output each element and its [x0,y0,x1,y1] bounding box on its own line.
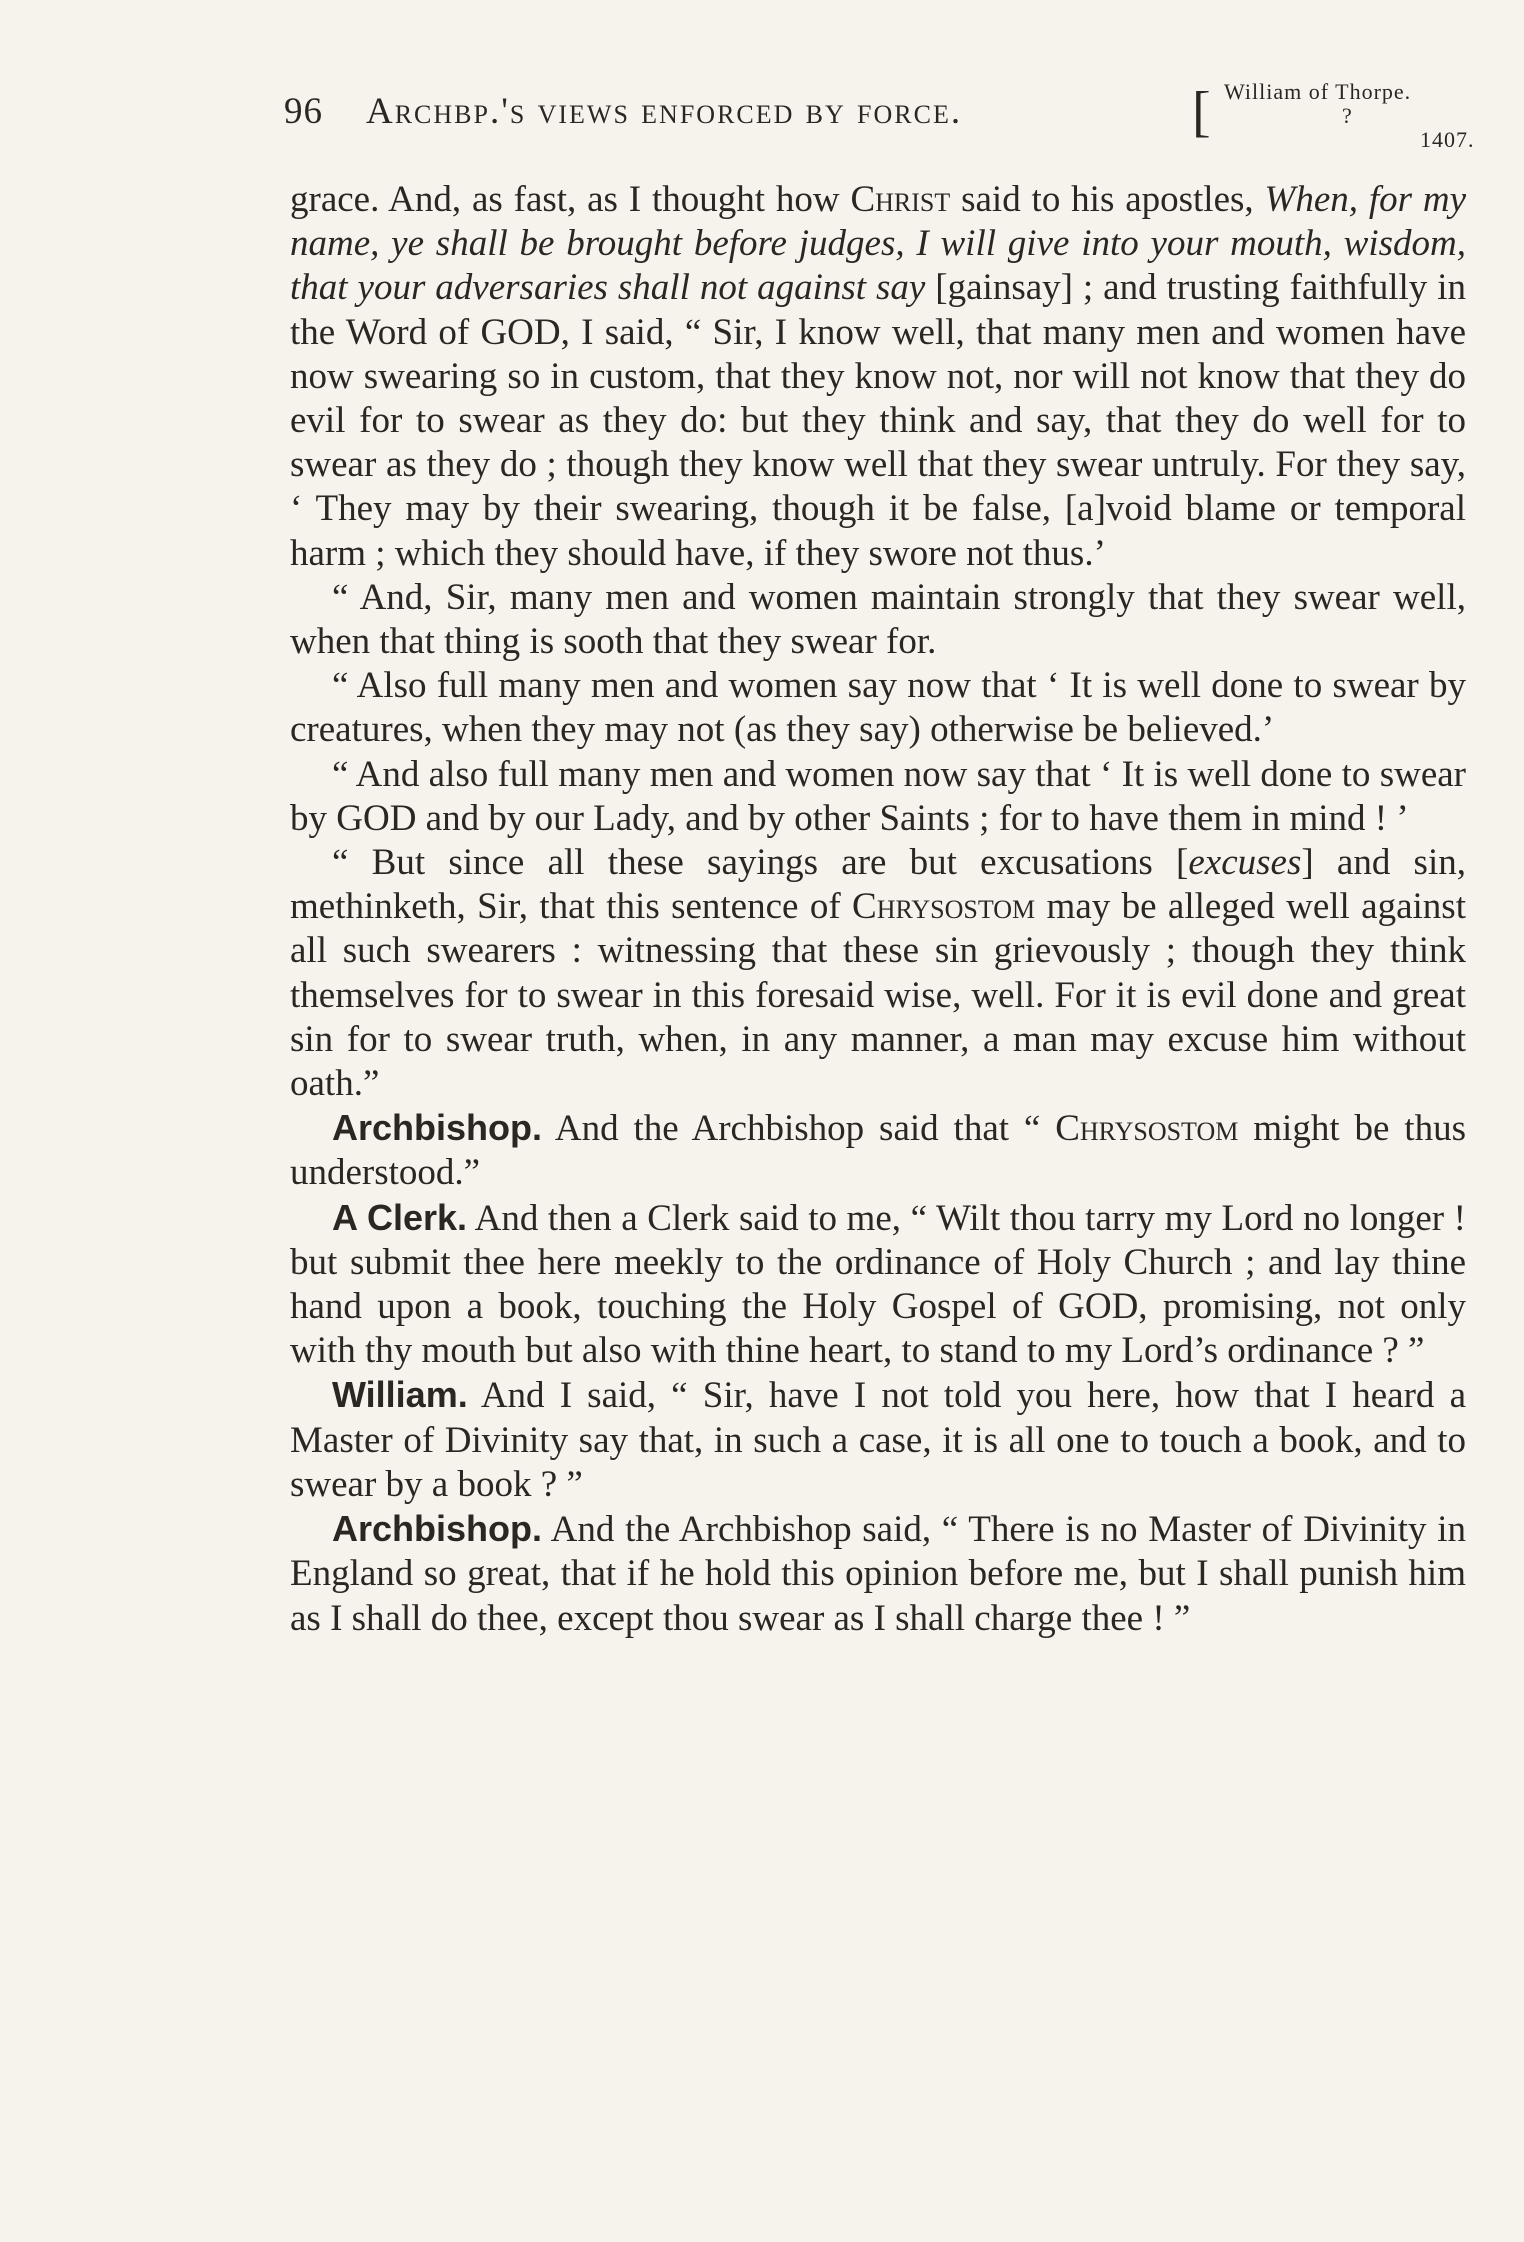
italic-text: excuses [1188,842,1302,884]
paragraph [290,576,1466,664]
text-run: And then a Clerk said to me, “ Wilt thou tarry my Lord no longer ! but submit thee here meekly to the ordinance of Holy Church ; and lay thine hand upon a book, touching the Holy Gospel of GOD, promising, not only with thy mouth but also with thine heart, to stand to my Lord’s ordinance ? ” [290,1197,1467,1372]
sidenote-line-2 [1224,104,1474,152]
text-run: might be thus understood.” [290,1108,1466,1194]
paragraph [290,664,1466,752]
text-run: [gainsay] ; and trusting faithfully in the Word of GOD, I said, “ Sir, I know well, that many men and women have now swearing so in custom, that they know not, nor will not know that they do evil for to swear as they do: but they think and say, that they do well for to swear as they do ; though they know well that they swear untruly. For they say, ‘ They may by their swearing, though it be false, [a]void blame or temporal harm ; which they should have, if they swore not thus.’ [290,267,1466,574]
sidenote-name: William of Thorpe. [1224,79,1412,104]
running-title: Archbp.'s views enforced by force. [366,91,963,132]
page-number: 96 [284,91,323,132]
text-run: And I said, “ Sir, have I not told you here, how that I heard a Master of Divinity say that, in such a case, it is all one to touch a book, and to swear by a book ? ” [290,1375,1466,1505]
text-run: said to his apostles, [950,179,1265,220]
speaker-label: William. [332,1374,468,1416]
sidenote-year: 1407. [1420,127,1475,152]
header-sidenote [1224,80,1474,152]
paragraph [290,178,1466,576]
page-header [284,78,1475,152]
sidenote-bracket: [ [1192,81,1212,143]
text-run: “ And also full many men and women now say that ‘ It is well done to swear by GOD and by our Lady, and by other Saints ; for to have them in mind ! ’ [290,753,1466,839]
text-run: “ Also full many men and women say now that ‘ It is well done to swear by creatures, when they may not (as they say) otherwise be believed.’ [290,665,1466,751]
speaker-paragraph [290,1106,1466,1195]
speaker-paragraph [290,1507,1466,1641]
paragraph [290,753,1466,841]
text-run: grace. And, as fast, as I thought how [290,179,851,220]
text-run: “ And, Sir, many men and women maintain strongly that they swear well, when that thing is sooth that they swear for. [290,576,1466,663]
text-run: And the Archbishop said, “ There is no Master of Divinity in England so great, that if he hold this opinion before me, but I shall punish him as I shall do thee, except thou swear as I shall charge thee ! ” [290,1509,1466,1639]
speaker-label: Archbishop. [332,1508,543,1550]
speaker-label: Archbishop. [332,1107,543,1149]
speaker-paragraph [290,1373,1466,1507]
paragraph [290,841,1466,1106]
small-caps-name: Chrysostom [1055,1108,1239,1150]
speaker-label: A Clerk. [332,1196,468,1238]
sidenote-mark: ? [1342,103,1353,128]
text-run: “ But since all these sayings are but excusations [ [332,842,1189,884]
small-caps-name: Chrysostom [852,886,1036,928]
italic-text: When, for my name, ye shall be brought before judges, I will give into your mouth, wisdom, that your adversaries shall not against say [290,179,1467,309]
text-run: ] and sin, methinketh, Sir, that this sentence of [290,842,1466,928]
text-run: may be alleged well against all such swearers : witnessing that these sin grievously ; though they think themselves for to swear in this foresaid wise, well. For it is evil done and great sin for to swear truth, when, in any manner, a man may excuse him without oath.” [290,886,1466,1105]
text-run: And the Archbishop said that “ [542,1108,1056,1150]
body-text [290,178,1466,1641]
speaker-paragraph [290,1196,1466,1374]
small-caps-name: Christ [850,179,951,220]
